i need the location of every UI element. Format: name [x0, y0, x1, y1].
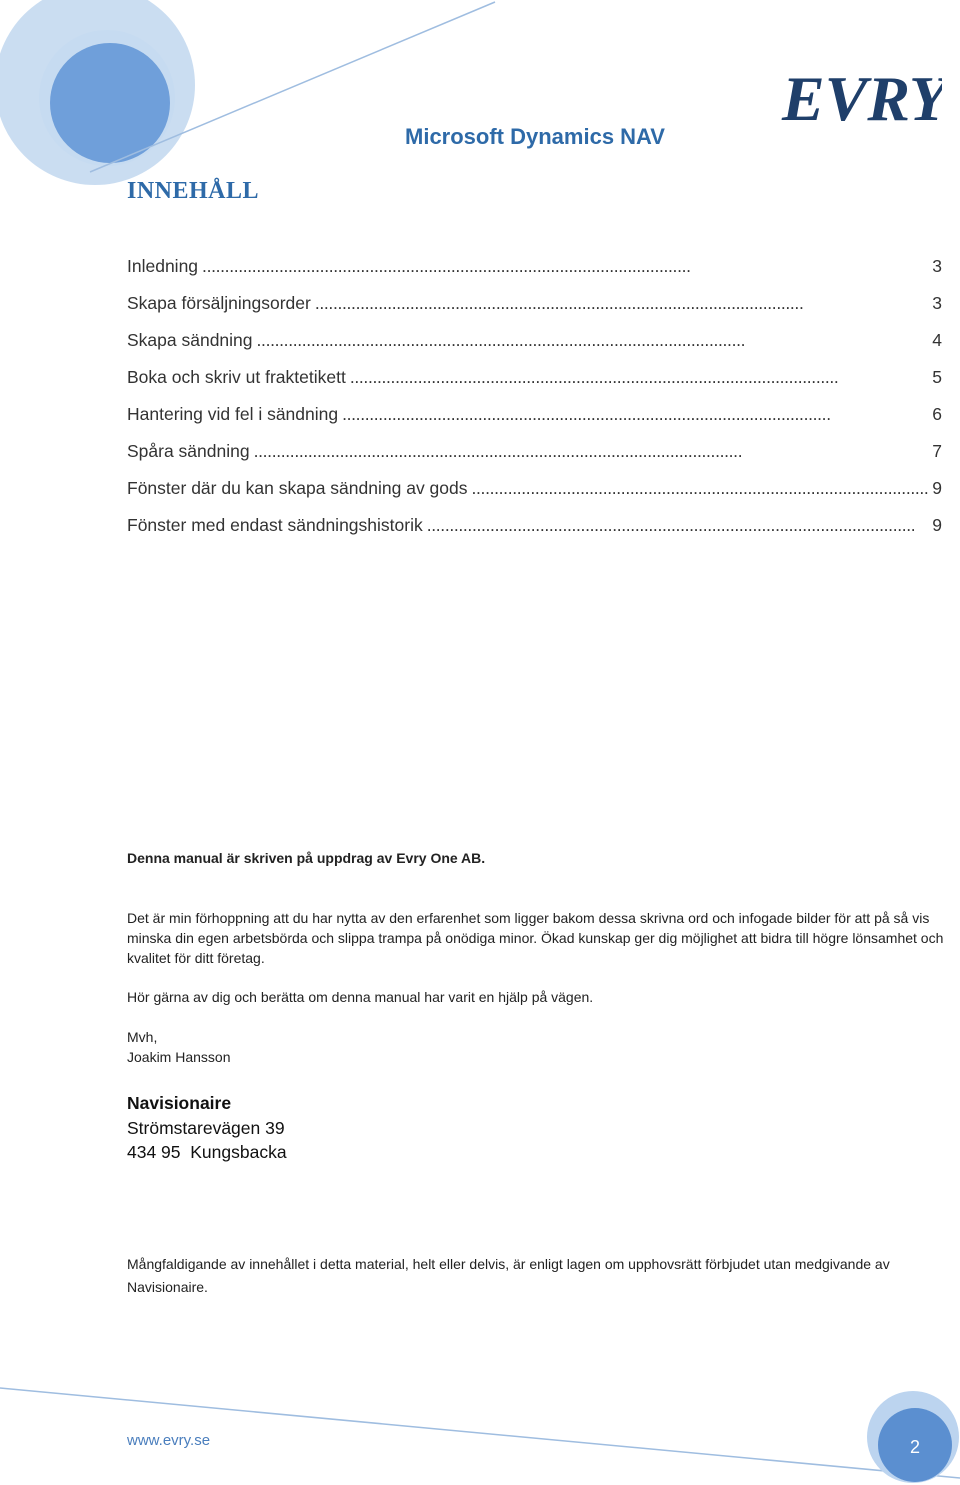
toc-entry-label: Skapa försäljningsorder [127, 293, 311, 313]
toc-leader-dots [254, 441, 929, 462]
toc-entry[interactable] [127, 404, 942, 441]
signature: Joakim Hansson [127, 1049, 231, 1065]
page-number: 2 [909, 1437, 920, 1457]
body-paragraph: Hör gärna av dig och berätta om denna manual har varit en hjälp på vägen. [127, 989, 594, 1005]
toc-leader-dots [427, 515, 929, 536]
copyright-notice: Mångfaldigande av innehållet i detta material, helt eller delvis, är enligt lagen om upphovsrätt förbjudet utan medgivande av Navisionaire. [127, 1256, 890, 1295]
toc-entry-label: Boka och skriv ut fraktetikett [127, 367, 346, 387]
toc-leader-dots [257, 330, 929, 351]
toc-entry[interactable] [127, 478, 942, 515]
toc-entry-label: Spåra sändning [127, 441, 250, 461]
toc-entry-page: 3 [932, 256, 942, 276]
body-paragraph: Det är min förhoppning att du har nytta av den erfarenhet som ligger bakom dessa skrivna ord och infogade bilder för att på så vis minska din egen arbetsbörda och slippa trampa på onödiga minor. Ökad kunskap ger dig möjlighet att bidra till högre lönsamhet och kvalitet för ditt företag. [127, 910, 944, 966]
toc-entry-label: Hantering vid fel i sändning [127, 404, 339, 424]
toc-entry-page: 3 [932, 293, 942, 313]
toc-leader-dots [202, 256, 928, 277]
toc-entry[interactable] [127, 330, 942, 367]
toc-leader-dots [315, 293, 928, 314]
toc-entry-label: Skapa sändning [127, 330, 253, 350]
toc-entry[interactable] [127, 441, 942, 478]
intro-statement: Denna manual är skriven på uppdrag av Evry One AB. [127, 850, 486, 866]
toc-entry-label: Inledning [127, 256, 199, 276]
toc-entry-label: Fönster där du kan skapa sändning av gods [127, 478, 468, 498]
toc-entry[interactable] [127, 515, 942, 552]
evry-logo [780, 58, 942, 155]
header-title: Microsoft Dynamics NAV [405, 124, 665, 149]
toc-leader-dots [350, 367, 928, 388]
company-street: Strömstarevägen 39 [127, 1117, 285, 1138]
toc-entry[interactable] [127, 256, 942, 293]
toc-heading: INNEHÅLL [127, 178, 260, 204]
closing: Mvh, [127, 1029, 158, 1045]
evry-logo-icon [780, 58, 942, 150]
company-address [127, 1091, 287, 1165]
toc-leader-dots [342, 404, 928, 425]
toc-entry-page: 9 [932, 515, 942, 535]
toc-entry-page: 9 [932, 478, 942, 498]
company-name: Navisionaire [127, 1093, 232, 1113]
footer-url-link[interactable]: www.evry.se [127, 1432, 211, 1449]
toc-entry-page: 6 [932, 404, 942, 424]
toc-entry-page: 5 [932, 367, 942, 387]
toc-entry-page: 7 [932, 441, 942, 461]
company-postal: 434 95 Kungsbacka [127, 1142, 287, 1162]
toc-entry-page: 4 [932, 330, 942, 350]
table-of-contents [127, 256, 942, 552]
toc-entry-label: Fönster med endast sändningshistorik [127, 515, 423, 535]
toc-leader-dots [472, 478, 929, 499]
toc-entry[interactable] [127, 367, 942, 404]
toc-entry[interactable] [127, 293, 942, 330]
logo-text: EVRY [782, 63, 942, 134]
